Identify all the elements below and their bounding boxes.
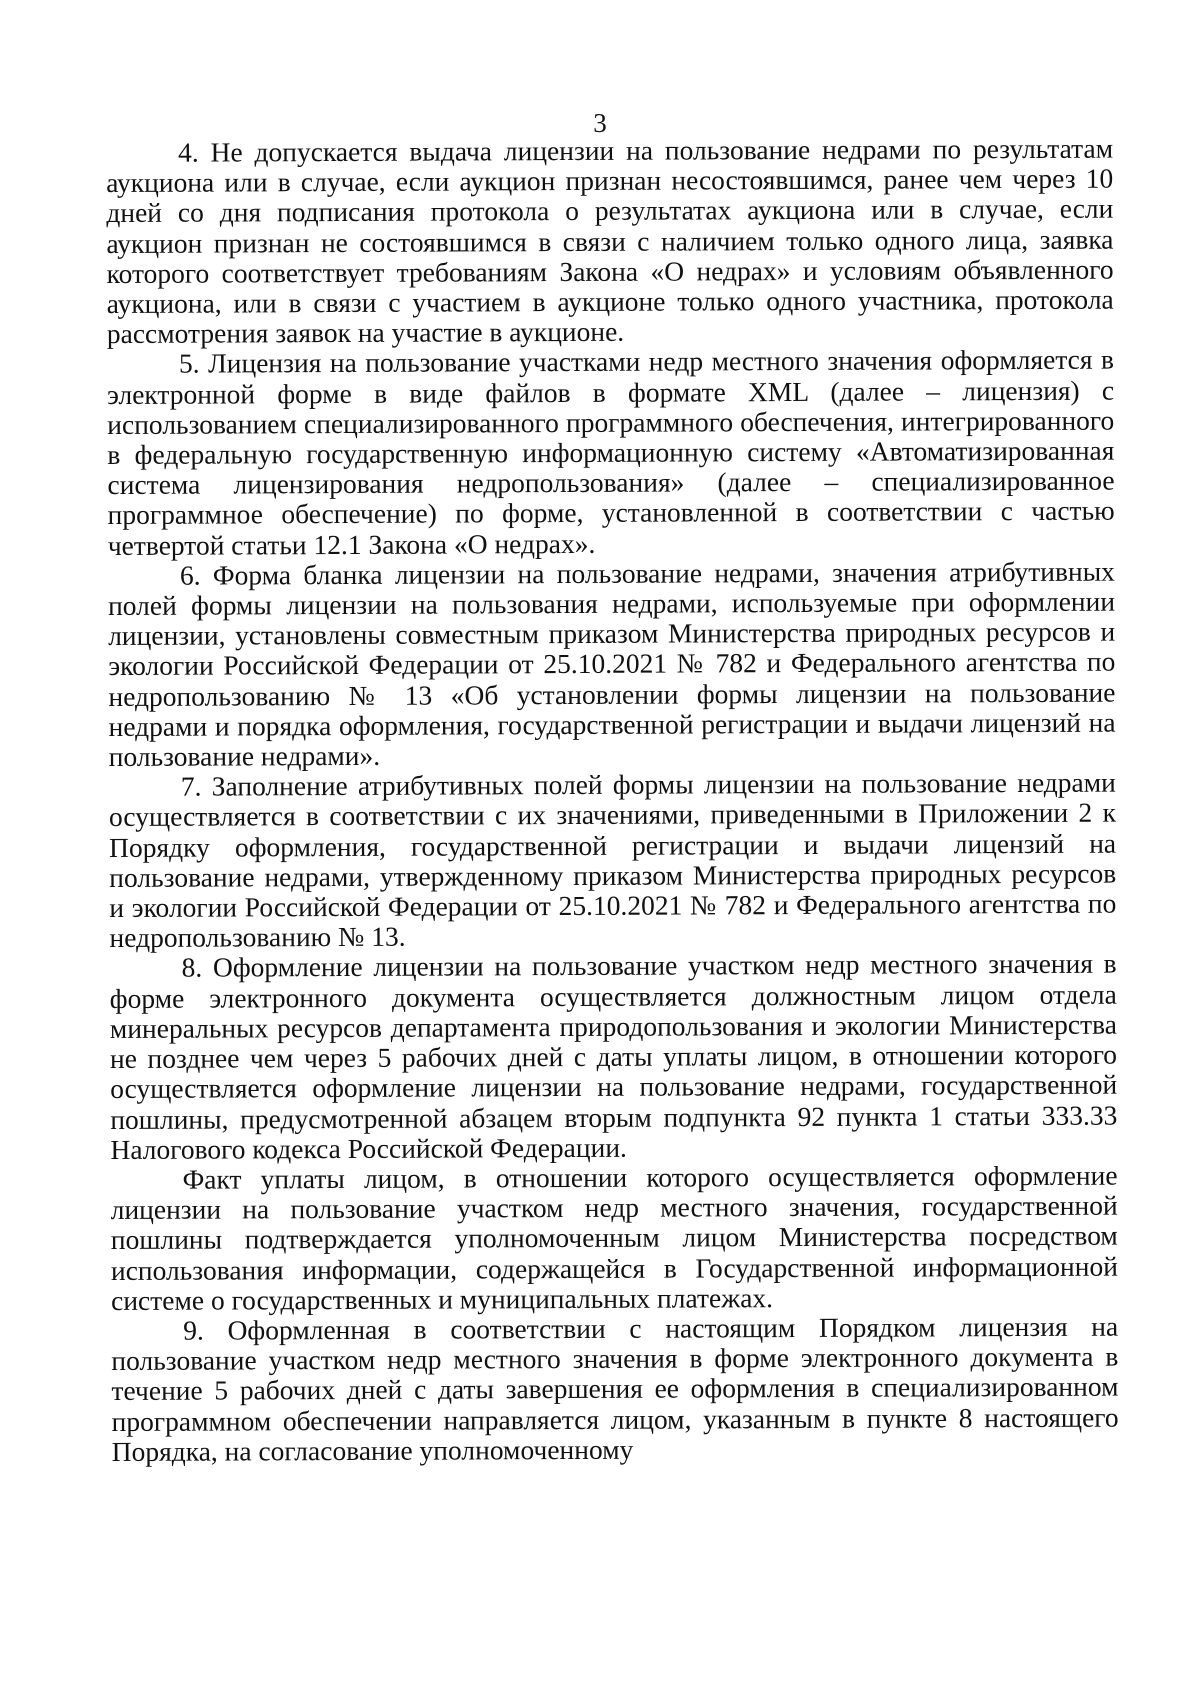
page-number: 3 [593,108,607,138]
paragraph-8: 8. Оформление лицензии на пользование участком недр местного значения в форме электронного документа осуществляется должностным лицом отдела минеральных ресурсов департамента природопользования и экологии Министерства не позднее чем через 5 рабочих дней с даты уплаты лицом, в отношении которого осуществляется оформление лицензии на пользование недрами, государственной пошлины, предусмотренной абзацем вторым подпункта 92 пункта 1 статьи 333.33 Налогового кодекса Российской Федерации. [109,948,1118,1165]
paragraph-8-payment-fact: Факт уплаты лицом, в отношении которого осуществляется оформление лицензии на пользование участком недр местного значения, государственной пошлины подтверждается уполномоченным лицом Министерства посредством использования информации, содержащейся в Государственной информационной системе о государственных и муниципальных платежах. [110,1159,1118,1316]
paragraph-5: 5. Лицензия на пользование участками недр местного значения оформляется в электронной форме в виде файлов в формате XML (далее – лицензия) с использованием специализированного программного обеспечения, интегрированного в федеральную государственную информационную систему «Автоматизированная система лицензирования недропользования» (далее – специализированное программное обеспечение) по форме, установленной в соответствии с частью четвертой статьи 12.1 Закона «О недрах». [107,344,1115,561]
document-body [106,134,1119,1467]
paragraph-7: 7. Заполнение атрибутивных полей формы лицензии на пользование недрами осуществляется в соответствии с их значениями, приведенными в Приложении 2 к Порядку оформления, государственной регистрации и выдачи лицензий на пользование недрами, утвержденному приказом Министерства природных ресурсов и экологии Российской Федерации от 25.10.2021 № 782 и Федерального агентства по недропользованию № 13. [108,766,1117,954]
paragraph-9: 9. Оформленная в соответствии с настоящим Порядком лицензия на пользование участком недр местного значения в форме электронного документа в течение 5 рабочих дней с даты завершения ее оформления в специализированном программном обеспечении направляется лицом, указанным в пункте 8 настоящего Порядка, на согласование уполномоченному [111,1310,1119,1467]
paragraph-4: 4. Не допускается выдача лицензии на пользование недрами по результатам аукциона или в случае, если аукцион признан несостоявшимся, ранее чем через 10 дней со дня подписания протокола о результатах аукциона или в случае, если аукцион признан не состоявшимся в связи с наличием только одного лица, заявка которого соответствует требованиям Закона «О недрах» и условиям объявленного аукциона, или в связи с участием в аукционе только одного участника, протокола рассмотрения заявок на участие в аукционе. [106,132,1114,350]
paragraph-6: 6. Форма бланка лицензии на пользование недрами, значения атрибутивных полей формы лицензии на пользования недрами, используемые при оформлении лицензии, установлены совместным приказом Министерства природных ресурсов и экологии Российской Федерации от 25.10.2021 № 782 и Федерального агентства по недропользованию № 13 «Об установлении формы лицензии на пользование недрами и порядка оформления, государственной регистрации и выдачи лицензий на пользование недрами». [107,555,1116,773]
